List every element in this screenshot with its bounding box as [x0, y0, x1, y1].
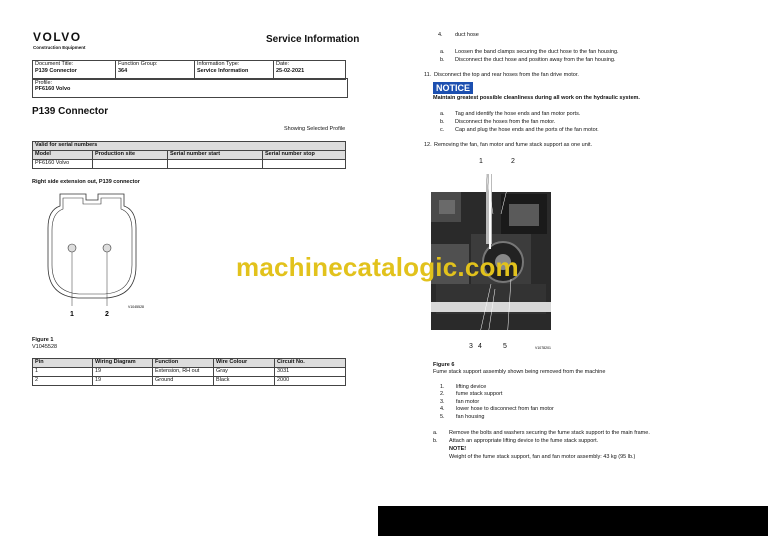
- step-12b-num: b.: [433, 438, 438, 444]
- profile-box: [32, 78, 348, 98]
- pin-header-circuit: Circuit No.: [275, 359, 346, 368]
- pin-cell: Black: [214, 377, 275, 386]
- notice-badge: NOTICE: [433, 82, 473, 94]
- serial-cell-model: PF6160 Volvo: [33, 160, 93, 169]
- connector-diagram: [28, 188, 158, 323]
- step-11-text: Disconnect the top and rear hoses from the fan drive motor.: [434, 72, 579, 78]
- date-value: 25-02-2021: [276, 68, 305, 75]
- service-info-title: Service Information: [266, 34, 360, 45]
- table-row: [33, 377, 346, 386]
- step-11c-text: Cap and plug the hose ends and the ports of the fan motor.: [455, 127, 599, 133]
- photo-image-id: V1078201: [535, 346, 551, 350]
- pin-header-colour: Wire Colour: [214, 359, 275, 368]
- serial-header-start: Serial number start: [168, 151, 263, 160]
- step-a-text: Loosen the band clamps securing the duct hose to the fan housing.: [455, 49, 619, 55]
- watermark: machinecatalogic.com: [236, 252, 519, 282]
- callout-2: 2: [511, 158, 515, 165]
- pin-2-label: 2: [105, 311, 109, 318]
- doc-title-value: P139 Connector: [35, 68, 77, 75]
- serial-cell-start: [168, 160, 263, 169]
- step-12a-num: a.: [433, 430, 438, 436]
- serial-cell-site: [93, 160, 168, 169]
- connector-image-id: V1045528: [128, 305, 144, 309]
- list-item: 2. fume stack support: [440, 391, 503, 398]
- pin-cell: 19: [93, 368, 153, 377]
- figure-6-caption: Fume stack support assembly shown being removed from the machine: [433, 369, 606, 375]
- note-text: Weight of the fume stack support, fan and fan motor assembly: 43 kg (95 lb.): [449, 454, 636, 460]
- pin-1-label: 1: [70, 311, 74, 318]
- serial-table-caption: Valid for serial numbers: [33, 142, 346, 151]
- pin-2-socket: [103, 244, 111, 252]
- info-type-label: Information Type:: [197, 61, 240, 67]
- logo-subtitle: Construction Equipment: [33, 45, 86, 50]
- pin-cell: Extension, RH out: [153, 368, 214, 377]
- pin-cell: 19: [93, 377, 153, 386]
- step-11-num: 11.: [424, 72, 432, 78]
- doc-title-label: Document Title:: [35, 61, 74, 67]
- function-group-label: Function Group:: [118, 61, 158, 67]
- list-item: 3. fan motor: [440, 398, 480, 405]
- item-4-num: 4.: [438, 32, 443, 38]
- step-11a-text: Tag and identify the hose ends and fan motor ports.: [455, 111, 581, 117]
- showing-profile-text: Showing Selected Profile: [284, 126, 346, 132]
- pin-cell: 2000: [275, 377, 346, 386]
- connector-section-caption: Right side extension out, P139 connector: [32, 179, 140, 185]
- list-item: 5. fan housing: [440, 413, 485, 420]
- legend-list: [440, 384, 640, 421]
- pin-1-socket: [68, 244, 76, 252]
- function-group-value: 364: [118, 68, 128, 75]
- step-12b-text: Attach an appropriate lifting device to the fume stack support.: [449, 438, 599, 444]
- step-12-num: 12.: [424, 142, 432, 148]
- step-11a-num: a.: [440, 111, 445, 117]
- callout-1: 1: [479, 158, 483, 165]
- pin-cell: Ground: [153, 377, 214, 386]
- list-item: 1. lifting device: [440, 384, 487, 390]
- pin-cell: 1: [33, 368, 93, 377]
- serial-header-model: Model: [33, 151, 93, 160]
- step-b-text: Disconnect the duct hose and position away from the fan housing.: [455, 57, 616, 63]
- volvo-logo: VOLVO: [33, 30, 82, 44]
- callout-3: 3: [469, 343, 473, 350]
- page-title: P139 Connector: [32, 106, 109, 117]
- pin-table: [32, 358, 346, 386]
- table-row: [33, 368, 346, 377]
- serial-cell-stop: [263, 160, 346, 169]
- figure-6-label: Figure 6: [433, 362, 455, 368]
- pin-cell: 2: [33, 377, 93, 386]
- serial-header-production-site: Production site: [93, 151, 168, 160]
- document-info-table: [32, 60, 346, 80]
- info-type-value: Service Information: [197, 68, 249, 75]
- callout-4: 4: [478, 343, 482, 350]
- pin-cell: 3031: [275, 368, 346, 377]
- pin-cell: Gray: [214, 368, 275, 377]
- profile-label: Profile:: [35, 80, 53, 86]
- pin-header-wiring: Wiring Diagram: [93, 359, 153, 368]
- step-12a-text: Remove the bolts and washers securing the fume stack support to the main frame.: [449, 430, 650, 436]
- profile-value: PF6160 Volvo: [35, 86, 71, 92]
- step-11b-num: b.: [440, 119, 445, 125]
- step-11b-text: Disconnect the hoses from the fan motor.: [455, 119, 556, 125]
- connector-inner-outline: [52, 198, 132, 294]
- figure-1-id: V1045528: [32, 344, 58, 350]
- list-item: 4. lower hose to disconnect from fan motor: [440, 406, 554, 413]
- step-12-text: Removing the fan, fan motor and fume stack support as one unit.: [434, 142, 593, 148]
- figure-1-label: Figure 1: [32, 337, 54, 343]
- serial-numbers-table: [32, 141, 346, 169]
- step-11c-num: c.: [440, 127, 445, 133]
- item-4-text: duct hose: [455, 32, 479, 38]
- note-label: NOTE!: [449, 446, 467, 452]
- date-label: Date:: [276, 61, 290, 67]
- notice-text: Maintain greatest possible cleanliness during all work on the hydraulic system.: [433, 95, 640, 101]
- step-b-num: b.: [440, 57, 445, 63]
- pin-header-function: Function: [153, 359, 214, 368]
- table-row: [33, 160, 346, 169]
- callout-5: 5: [503, 343, 507, 350]
- black-footer-bar: [378, 506, 768, 536]
- step-a-num: a.: [440, 49, 445, 55]
- serial-header-stop: Serial number stop: [263, 151, 346, 160]
- pin-header-pin: Pin: [33, 359, 93, 368]
